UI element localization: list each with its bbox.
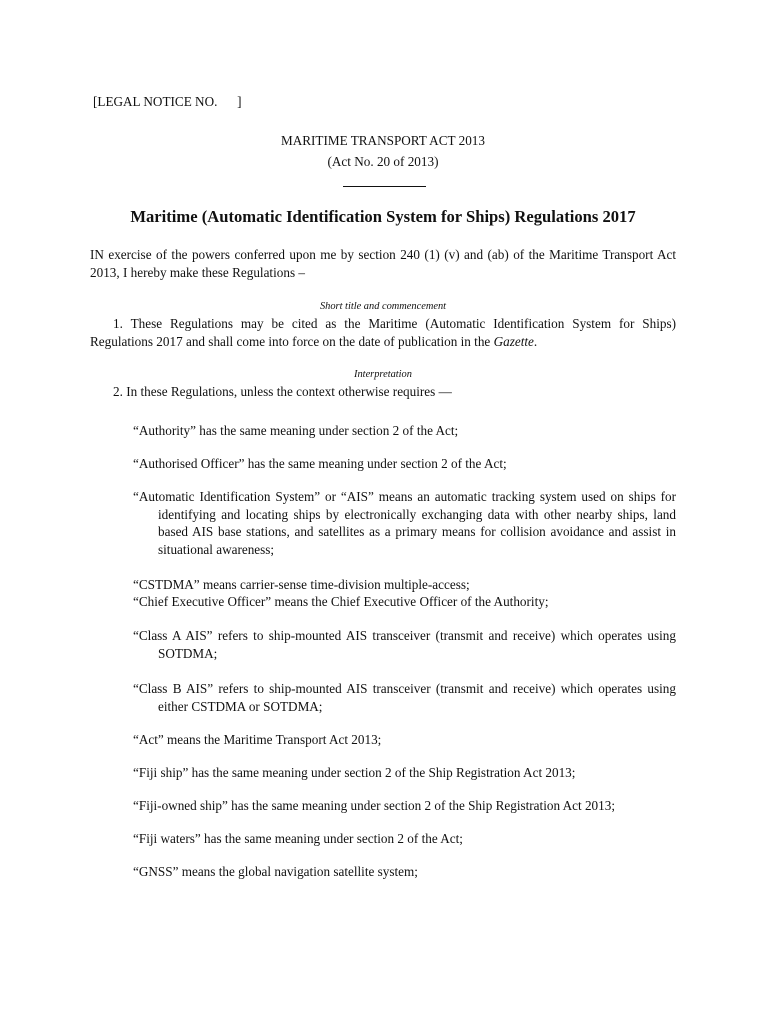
definition-authority: “Authority” has the same meaning under section 2 of the Act; [133,423,459,438]
section-heading-short-title: Short title and commencement [319,301,447,312]
act-number: (Act No. 20 of 2013) [327,154,439,169]
regulations-title: Maritime (Automatic Identification System for Ships) Regulations 2017 [130,207,636,226]
act-title: MARITIME TRANSPORT ACT 2013 [280,133,485,148]
definition-class-a-ais: “Class A AIS” refers to ship-mounted AIS transceiver (transmit and receive) which operates using SOTDMA; [133,628,676,661]
section-2-paragraph: 2. In these Regulations, unless the context otherwise requires — [113,384,452,399]
definition-cstdma: “CSTDMA” means carrier-sense time-division multiple-access; [133,577,470,592]
definition-fiji-ship: “Fiji ship” has the same meaning under section 2 of the Ship Registration Act 2013; [133,765,576,780]
definition-class-b-ais: “Class B AIS” refers to ship-mounted AIS transceiver (transmit and receive) which operates using either CSTDMA or SOTDMA; [133,681,676,714]
section-1-end: . [533,333,538,349]
section-1-paragraph [90,315,676,350]
definition-fiji-owned-ship: “Fiji-owned ship” has the same meaning under section 2 of the Ship Registration Act 2013; [133,798,615,813]
title-divider [343,186,426,187]
definition-act: “Act” means the Maritime Transport Act 2013; [133,732,382,747]
definition-authorised-officer: “Authorised Officer” has the same meaning under section 2 of the Act; [133,456,507,471]
definition-chief-executive-officer: “Chief Executive Officer” means the Chief Executive Officer of the Authority; [133,594,549,609]
section-1-text: 1. These Regulations may be cited as the Maritime (Automatic Identification System for Ships) Regulations 2017 and shall come into force on the date of publication in the [90,316,676,349]
definition-fiji-waters: “Fiji waters” has the same meaning under section 2 of the Act; [133,831,463,846]
gazette-italic: Gazette [493,333,534,349]
definition-gnss: “GNSS” means the global navigation satellite system; [133,864,418,879]
definition-ais: “Automatic Identification System” or “AIS” means an automatic tracking system used on ships for identifying and locating ships by electronically exchanging data with other nearby ships, land based AIS base stations, and satellites as a primary means for collision avoidance and assist in situational awareness; [133,489,676,557]
section-heading-interpretation: Interpretation [354,369,412,380]
preamble-paragraph: IN exercise of the powers conferred upon me by section 240 (1) (v) and (ab) of the Maritime Transport Act 2013, I hereby make these Regulations – [90,247,676,280]
legal-notice-number: [LEGAL NOTICE NO. ] [93,94,242,109]
